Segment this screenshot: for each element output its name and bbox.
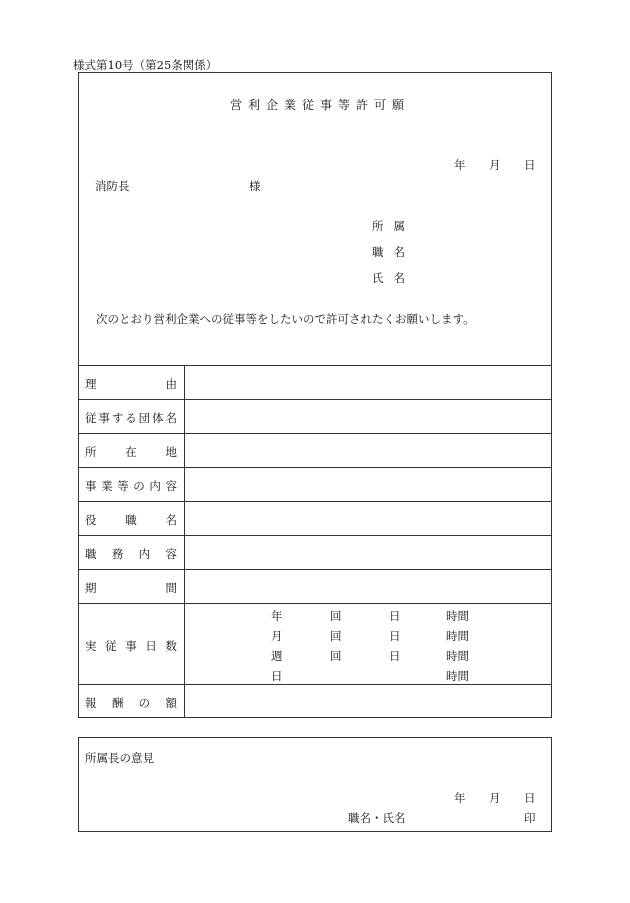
table-line [78,684,552,685]
date-day-label: 日 [524,158,536,172]
work-days-unit-month: 月 [271,629,283,643]
work-days-unit-year: 年 [271,609,283,623]
work-days-times: 回 [330,649,342,663]
table-line [78,501,552,502]
table-column-divider [184,365,185,718]
work-days-days: 日 [389,609,401,623]
form-title: 営利企業従事等許可願 [230,98,411,112]
request-statement: 次のとおり営利企業への従事等をしたいので許可されたくお願いします。 [96,312,475,326]
work-days-unit-day: 日 [271,669,283,683]
applicant-name-label: 氏 名 [372,271,405,285]
work-days-hours: 時間 [446,649,469,663]
table-line [78,365,552,366]
row-label-period: 期 間 [85,581,177,595]
row-label-role: 役 職 名 [85,513,177,527]
applicant-position-label: 職 名 [372,245,405,259]
form-number: 様式第10号（第25条関係） [73,58,218,72]
opinion-date-day-label: 日 [524,791,536,805]
date-month-label: 月 [489,158,501,172]
addressee-honorific: 様 [249,179,261,193]
work-days-times: 回 [330,609,342,623]
table-line [78,399,552,400]
row-label-compensation: 報 酬 の 額 [85,696,177,710]
work-days-hours: 時間 [446,629,469,643]
seal-label: 印 [524,811,536,825]
row-label-duties: 職 務 内 容 [85,547,177,561]
row-label-reason: 理 由 [85,377,177,391]
table-line [78,535,552,536]
work-days-days: 日 [389,649,401,663]
row-label-organization: 従 事 す る 団 体 名 [85,411,177,425]
opinion-date-month-label: 月 [489,791,501,805]
application-form-frame [78,72,552,718]
work-days-unit-week: 週 [271,649,283,663]
supervisor-opinion-label: 所属長の意見 [85,751,154,765]
row-label-business: 事 業 等 の 内 容 [85,479,177,493]
work-days-hours: 時間 [446,669,469,683]
date-year-label: 年 [454,158,466,172]
table-line [78,569,552,570]
row-label-work-days: 実 従 事 日 数 [85,639,177,653]
signer-label: 職名・氏名 [348,811,406,825]
table-line [78,433,552,434]
work-days-times: 回 [330,629,342,643]
row-label-location: 所 在 地 [85,445,177,459]
table-line [78,467,552,468]
applicant-affiliation-label: 所 属 [372,219,405,233]
opinion-date-year-label: 年 [454,791,466,805]
addressee-label: 消防長 [95,179,130,193]
table-line [78,603,552,604]
work-days-hours: 時間 [446,609,469,623]
work-days-days: 日 [389,629,401,643]
